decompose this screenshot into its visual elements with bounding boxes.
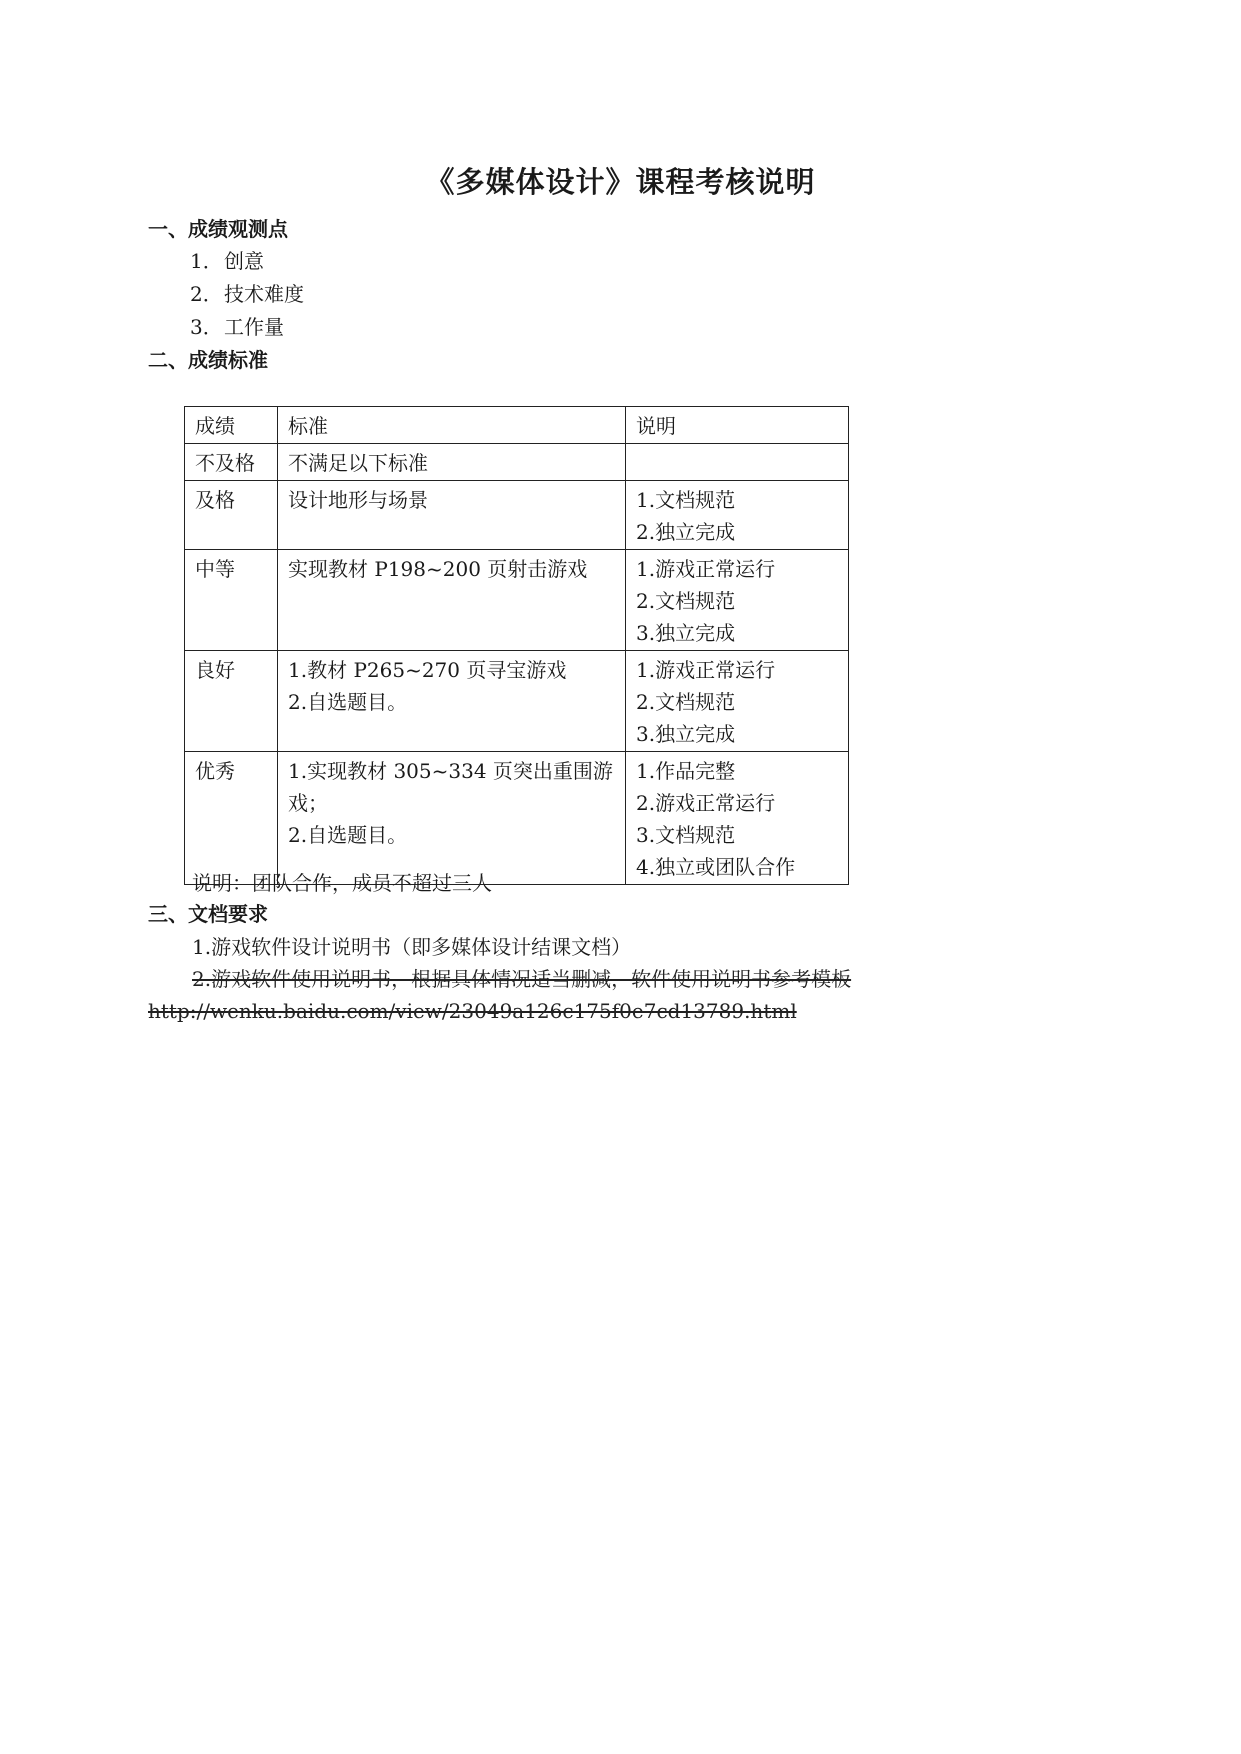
standard-line: 戏； [288,791,328,815]
table-row [185,651,849,752]
standard-cell [278,444,626,481]
grade-cell: 优秀 [185,752,278,885]
notes-cell [626,481,849,550]
standard-cell [278,651,626,752]
document-requirement-item: 1.游戏软件设计说明书（即多媒体设计结课文档） [192,935,632,959]
notes-line: 4.独立或团队合作 [636,855,796,879]
list-number: 2． [190,282,223,306]
table-row [185,752,849,885]
struck-reference-url: http://wenku.baidu.com/view/23049a126c175f0e7cd13789.html [148,999,797,1023]
notes-line: 1.游戏正常运行 [636,658,776,682]
standard-cell [278,752,626,885]
table-row [185,444,849,481]
list-number: 3． [190,315,223,339]
table-row [185,550,849,651]
standard-line: 1.教材 P265~270 页寻宝游戏 [288,658,567,682]
column-header-standard: 标准 [278,407,626,444]
standard-line: 不满足以下标准 [288,451,428,475]
grade-cell: 及格 [185,481,278,550]
notes-line: 1.作品完整 [636,759,736,783]
notes-line: 2.独立完成 [636,520,736,544]
column-header-grade: 成绩 [185,407,278,444]
list-item-text: 工作量 [224,315,284,339]
standard-line: 2.自选题目。 [288,823,408,847]
notes-cell [626,550,849,651]
standard-line: 设计地形与场景 [288,488,428,512]
notes-line: 3.独立完成 [636,621,736,645]
standard-cell [278,481,626,550]
notes-cell [626,752,849,885]
observation-item-creativity [190,248,264,274]
section-heading-observation-points: 一、成绩观测点 [148,217,288,241]
list-item-text: 创意 [224,249,264,273]
notes-line: 2.游戏正常运行 [636,791,776,815]
grade-cell: 中等 [185,550,278,651]
notes-cell [626,651,849,752]
notes-line: 1.游戏正常运行 [636,557,776,581]
notes-line: 2.文档规范 [636,690,736,714]
standard-line: 1.实现教材 305~334 页突出重围游 [288,759,613,783]
standard-cell [278,550,626,651]
notes-line: 3.文档规范 [636,823,736,847]
notes-cell [626,444,849,481]
observation-item-difficulty [190,281,304,307]
section-heading-document-requirements: 三、文档要求 [148,902,268,926]
document-title: 《多媒体设计》课程考核说明 [425,165,816,199]
list-item-text: 技术难度 [224,282,304,306]
observation-item-workload [190,314,284,340]
team-note: 说明：团队合作，成员不超过三人 [192,871,492,895]
section-heading-grading-standard: 二、成绩标准 [148,348,268,372]
standard-line: 2.自选题目。 [288,690,408,714]
notes-line: 1.文档规范 [636,488,736,512]
grading-table [184,406,849,885]
notes-line: 3.独立完成 [636,722,736,746]
standard-line: 实现教材 P198~200 页射击游戏 [288,557,588,581]
struck-requirement-item: 2.游戏软件使用说明书，根据具体情况适当删减，软件使用说明书参考模板 [192,967,852,991]
table-row [185,481,849,550]
table-header-row [185,407,849,444]
grade-cell: 良好 [185,651,278,752]
grade-cell: 不及格 [185,444,278,481]
list-number: 1． [190,249,223,273]
column-header-notes: 说明 [626,407,849,444]
notes-line: 2.文档规范 [636,589,736,613]
